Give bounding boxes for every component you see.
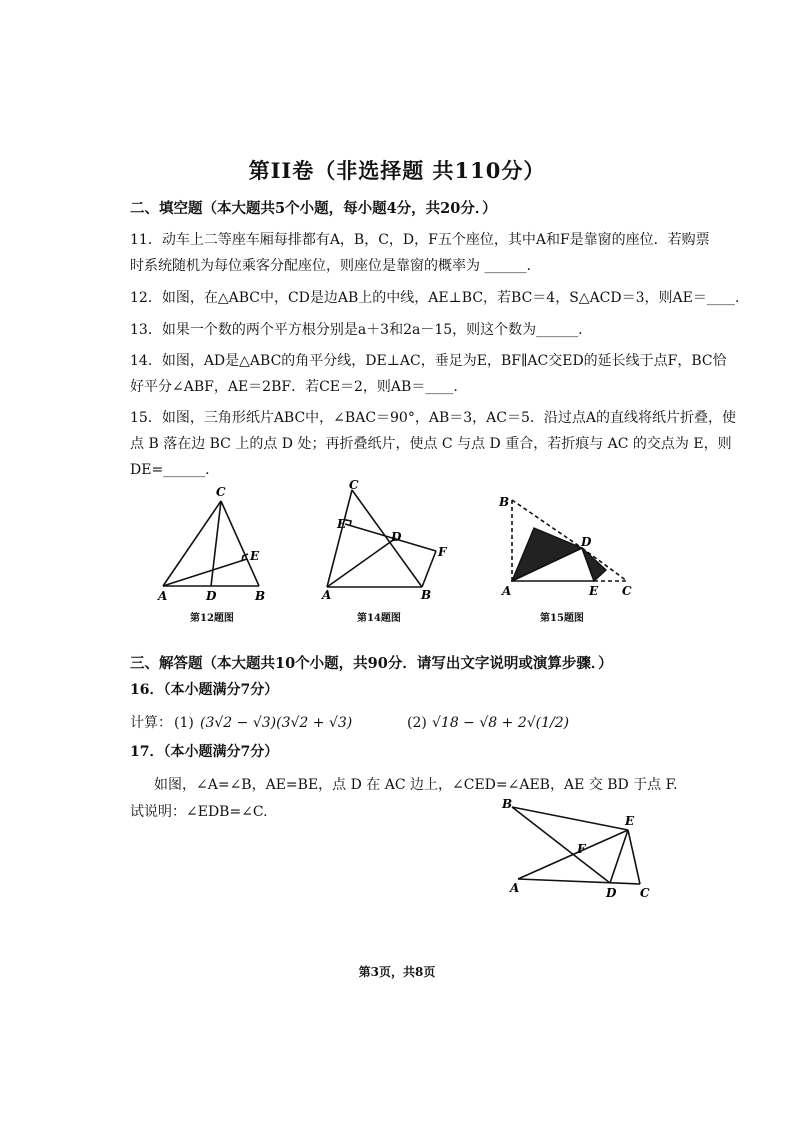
fig15-label-e: E — [589, 584, 599, 598]
fig17-side-be — [512, 807, 628, 830]
q16-header: 16．（本小题满分7分） — [130, 682, 279, 698]
fig12-label-b: B — [255, 589, 266, 603]
page-title: 第II卷（非选择题 共110分） — [248, 158, 546, 183]
q12-line1: 12．如图，在△ABC中，CD是边AB上的中线，AE⊥BC，若BC＝4，S△ACD＝3，则AE＝____. — [130, 290, 740, 306]
figure-17 — [498, 796, 658, 902]
fig14-label-f: F — [438, 545, 447, 559]
q17-line1: 如图，∠A=∠B，AE=BE，点 D 在 AC 边上，∠CED=∠AEB，AE 交 BD 于点 F. — [154, 777, 678, 793]
fig12-label-d: D — [206, 589, 217, 603]
q15-line3: DE=______. — [130, 462, 210, 478]
section3-heading: 三、解答题（本大题共10个小题，共90分．请写出文字说明或演算步骤．） — [130, 655, 613, 672]
fig14-line-bf — [422, 551, 436, 587]
fig14-label-e: E — [337, 517, 347, 531]
fig17-side-ac — [518, 879, 640, 884]
figure-14 — [318, 478, 458, 604]
q14-line1: 14．如图，AD是△ABC的角平分线，DE⊥AC，垂足为E，BF∥AC交ED的延长线于点F，BC恰 — [130, 353, 727, 369]
q14-line2: 好平分∠ABF，AE＝2BF．若CE＝2，则AB＝____. — [130, 379, 458, 395]
fig14-label-c: C — [349, 478, 359, 492]
fig15-label-d: D — [581, 535, 592, 549]
q17-header: 17．（本小题满分7分） — [130, 744, 279, 760]
fig15-label-a: A — [502, 584, 512, 598]
section2-heading: 二、填空题（本大题共5个小题，每小题4分，共20分．） — [130, 200, 497, 217]
fig12-altitude-ae — [163, 559, 247, 586]
q13-line1: 13．如果一个数的两个平方根分别是a＋3和2a－15，则这个数为______. — [130, 322, 583, 338]
fig17-label-f: F — [577, 842, 586, 856]
q16-calc-label: 计算： — [130, 715, 172, 731]
fig17-label-d: D — [606, 886, 617, 900]
q11-line2: 时系统随机为每位乘客分配座位，则座位是靠窗的概率为 ______. — [130, 258, 531, 274]
fig15-label-c: C — [622, 584, 632, 598]
fig17-label-e: E — [625, 814, 635, 828]
figure-15 — [494, 488, 644, 600]
q16-part2-expression: √18 − √8 + 2√(1/2) — [432, 715, 570, 731]
fig17-label-a: A — [510, 881, 520, 895]
fig14-side-bc — [352, 490, 422, 587]
fig14-caption: 第14题图 — [357, 613, 401, 624]
fig12-label-c: C — [216, 485, 226, 499]
q16-part2-label: (2) — [407, 715, 427, 731]
fig15-folded-triangle-2 — [582, 548, 606, 581]
fig12-label-e: E — [250, 549, 260, 563]
fig17-label-c: C — [640, 886, 650, 900]
fig17-side-de — [610, 830, 628, 883]
q11-line1: 11．动车上二等座车厢每排都有A，B，C，D，F五个座位，其中A和F是靠窗的座位．若购票 — [130, 232, 710, 248]
fig12-side-bc — [221, 501, 259, 586]
fig14-label-d: D — [391, 530, 402, 544]
fig12-label-a: A — [158, 589, 168, 603]
fig15-caption: 第15题图 — [540, 613, 584, 624]
page-footer: 第3页，共8页 — [358, 965, 436, 979]
fig15-folded-triangle-1 — [512, 528, 582, 581]
q15-line1: 15．如图，三角形纸片ABC中，∠BAC＝90°，AB＝3，AC＝5．沿过点A的直线将纸片折叠，使 — [130, 410, 736, 426]
fig14-label-a: A — [322, 588, 332, 602]
q15-line2: 点 B 落在边 BC 上的点 D 处；再折叠纸片，使点 C 与点 D 重合，若折痕与 AC 的交点为 E，则 — [130, 436, 732, 452]
fig14-label-b: B — [421, 588, 432, 602]
q16-part1-label: (1) — [174, 715, 194, 731]
fig17-label-b: B — [502, 797, 513, 811]
fig17-side-ec — [628, 830, 640, 884]
figure-12 — [150, 484, 280, 604]
q16-part1-expression: (3√2 − √3)(3√2 + √3) — [200, 715, 353, 731]
fig12-caption: 第12题图 — [190, 613, 234, 624]
q17-line2: 试说明：∠EDB=∠C. — [130, 804, 268, 820]
fig15-label-b: B — [499, 495, 510, 509]
